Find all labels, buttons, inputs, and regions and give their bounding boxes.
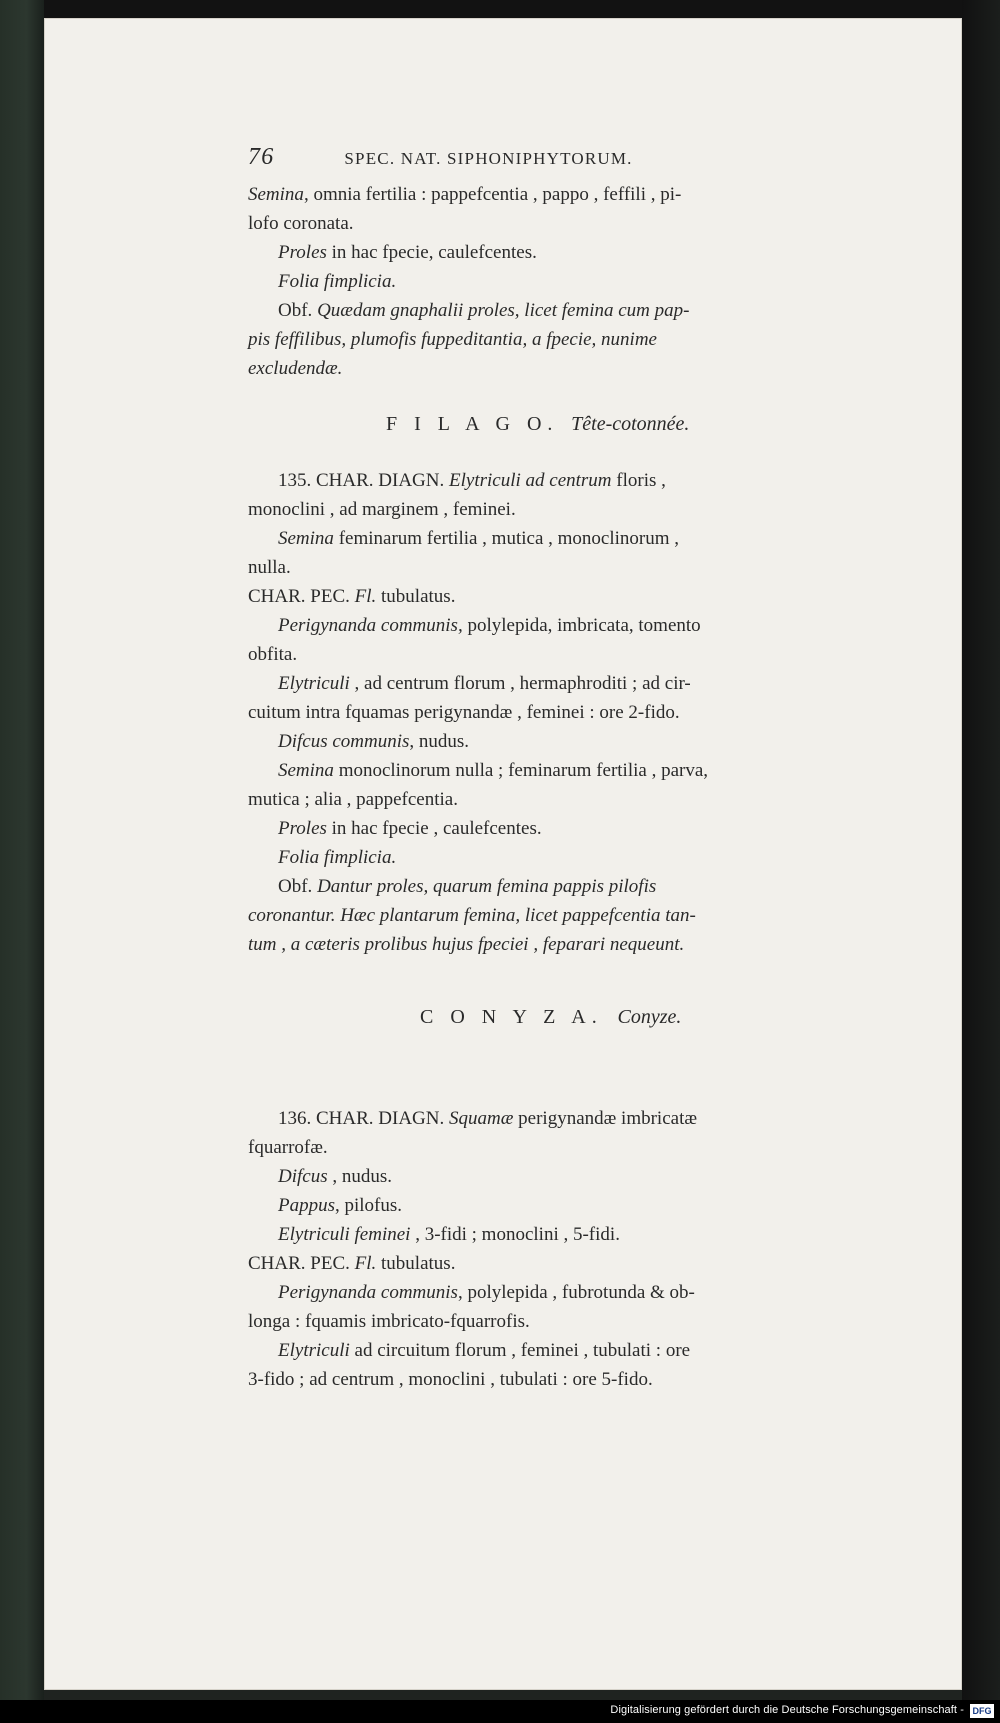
text-segment: CHAR. PEC. <box>248 586 355 607</box>
running-head <box>248 143 888 173</box>
term-proles: Proles <box>278 818 327 839</box>
text-segment: Fl. <box>354 1253 377 1274</box>
text-line <box>278 727 918 756</box>
text-segment: CHAR. PEC. <box>248 1253 355 1274</box>
footer-credit: Digitalisierung gefördert durch die Deutsche Forschungsgemeinschaft - <box>610 1704 964 1716</box>
text-segment: in hac fpecie , caulefcentes. <box>326 818 542 839</box>
text-segment: Obf. <box>278 876 318 897</box>
text-line <box>278 1104 918 1133</box>
running-head-title: SPEC. NAT. SIPHONIPHYTORUM. <box>344 149 633 168</box>
species-number: 136. CHAR. DIAGN. <box>278 1108 449 1129</box>
text-segment: Obf. <box>278 300 318 321</box>
text-line: Folia fimplicia. <box>278 271 397 292</box>
text-line <box>278 1278 918 1307</box>
text-segment: floris , <box>611 470 666 491</box>
genus-name: F I L A G O. <box>386 413 559 435</box>
text-segment: , omnia fertilia : pappefcentia , pappo , feffili , pi- <box>303 184 682 205</box>
text-segment: , nudus. <box>327 1166 393 1187</box>
text-segment: , 3-fidi ; monoclini , 5-fidi. <box>410 1224 620 1245</box>
text-segment: tubulatus. <box>376 1253 456 1274</box>
text-line <box>278 466 918 495</box>
dfg-logo-icon: DFG <box>970 1704 994 1718</box>
genus-name: C O N Y Z A. <box>420 1006 603 1028</box>
french-name: Tête-cotonnée. <box>571 413 690 435</box>
text-segment: , nudus. <box>409 731 470 752</box>
species-number: 135. CHAR. DIAGN. <box>278 470 449 491</box>
text-line: fquarrofæ. <box>248 1137 328 1158</box>
text-segment: Elytriculi ad centrum <box>449 470 612 491</box>
section-heading-filago <box>386 410 1000 439</box>
term-proles: Proles <box>278 242 327 263</box>
text-line <box>248 582 888 611</box>
scan-left-border <box>0 0 44 1700</box>
text-segment: Elytriculi <box>278 673 350 694</box>
text-line: nulla. <box>248 557 291 578</box>
text-line: 3-fido ; ad centrum , monoclini , tubulati : ore 5-fido. <box>248 1369 653 1390</box>
text-line: monoclini , ad marginem , feminei. <box>248 499 516 520</box>
text-segment: in hac fpecie, caulefcentes. <box>326 242 537 263</box>
text-segment: Pappus <box>278 1195 335 1216</box>
text-segment: perigynandæ imbricatæ <box>513 1108 698 1129</box>
text-segment: Squamæ <box>449 1108 514 1129</box>
text-line <box>278 1336 918 1365</box>
text-line: longa : fquamis imbricato-fquarrofis. <box>248 1311 530 1332</box>
text-line <box>278 1191 918 1220</box>
section-heading-conyza <box>420 1003 1000 1032</box>
text-segment: feminarum fertilia , mutica , monoclinorum , <box>333 528 680 549</box>
text-line: lofo coronata. <box>248 213 354 234</box>
text-segment: Perigynanda communis <box>278 1282 458 1303</box>
text-segment: Perigynanda communis, <box>278 615 463 636</box>
text-segment: Elytriculi <box>278 1340 350 1361</box>
text-line: coronantur. Hæc plantarum femina, licet pappefcentia tan- <box>248 905 696 926</box>
scan-top-edge <box>0 0 1000 18</box>
text-line: excludendæ. <box>248 358 343 379</box>
text-line <box>278 238 918 267</box>
text-line <box>278 872 918 901</box>
text-line <box>248 1249 888 1278</box>
text-line <box>278 1220 918 1249</box>
text-segment: Difcus <box>278 1166 328 1187</box>
text-segment: Elytriculi feminei <box>278 1224 411 1245</box>
term-semina: Semina <box>278 528 334 549</box>
text-segment: Fl. <box>354 586 377 607</box>
text-line <box>248 180 888 209</box>
text-segment: , polylepida , fubrotunda & ob- <box>457 1282 695 1303</box>
text-line <box>278 669 918 698</box>
text-line <box>278 524 918 553</box>
text-line <box>278 756 918 785</box>
text-segment: , pilofus. <box>335 1195 403 1216</box>
text-line: tum , a cæteris prolibus hujus fpeciei , feparari nequeunt. <box>248 934 685 955</box>
text-segment: tubulatus. <box>376 586 456 607</box>
observation-text: Quædam gnaphalii proles, licet femina cum pap- <box>317 300 690 321</box>
text-segment: Difcus communis <box>278 731 410 752</box>
text-line: obfita. <box>248 644 298 665</box>
french-name: Conyze. <box>617 1006 682 1028</box>
text-segment: monoclinorum nulla ; feminarum fertilia , parva, <box>333 760 709 781</box>
text-line <box>278 814 918 843</box>
text-line: cuitum intra fquamas perigynandæ , feminei : ore 2-fido. <box>248 702 680 723</box>
term-semina: Semina <box>278 760 334 781</box>
page-number: 76 <box>248 144 275 170</box>
term-semina: Semina <box>248 184 304 205</box>
text-segment: ad circuitum florum , feminei , tubulati : ore <box>349 1340 691 1361</box>
digitization-footer <box>0 1700 1000 1723</box>
text-line <box>278 1162 918 1191</box>
text-line <box>278 296 918 325</box>
text-line <box>278 611 918 640</box>
text-line: mutica ; alia , pappefcentia. <box>248 789 458 810</box>
text-line: Folia fimplicia. <box>278 847 397 868</box>
scan-right-border <box>962 0 1000 1700</box>
text-segment: polylepida, imbricata, tomento <box>462 615 701 636</box>
text-segment: , ad centrum florum , hermaphroditi ; ad cir- <box>349 673 691 694</box>
observation-text: Dantur proles, quarum femina pappis pilofis <box>317 876 657 897</box>
text-line: pis feffilibus, plumofis fuppeditantia, a fpecie, nunime <box>248 329 657 350</box>
